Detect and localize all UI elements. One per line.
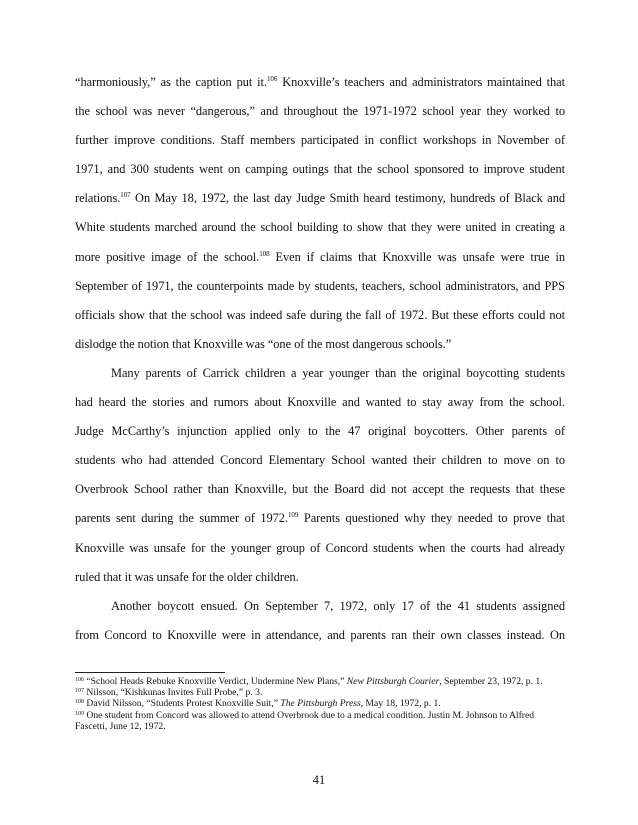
footnote-number: 107: [75, 688, 84, 695]
footnote-text: “School Heads Rebuke Knoxville Verdict, Undermine New Plans,”: [84, 676, 347, 687]
body-line: [75, 246, 565, 275]
footnote-text: One student from Concord was allowed to attend Overbrook due to a medical condition. Justin M. Johnson to Alfred Fascetti, June 12, 1972.: [75, 709, 535, 732]
body-line: [75, 391, 565, 420]
footnote-number: 108: [75, 699, 84, 706]
body-text-run: Judge McCarthy’s injunction applied only to the 47 original boycotters. Other parents of: [75, 424, 565, 439]
body-text-run: dislodge the notion that Knoxville was “one of the most dangerous schools.”: [75, 336, 452, 351]
body-text-run: Parents questioned why they needed to prove that: [298, 511, 566, 526]
body-text-run: On May 18, 1972, the last day Judge Smith heard testimony, hundreds of Black and: [130, 191, 565, 206]
body-text-run: Even if claims that Knoxville was unsafe were true in: [269, 249, 565, 264]
footnote-text: David Nilsson, “Students Protest Knoxville Suit,”: [84, 698, 281, 710]
footnote-publication-title: The Pittsburgh Press: [280, 698, 361, 710]
body-text-run: September of 1971, the counterpoints made by students, teachers, school administrators, and PPS: [75, 278, 565, 293]
body-text-run: had heard the stories and rumors about Knoxville and wanted to stay away from the school.: [75, 395, 565, 410]
body-line: [75, 362, 565, 391]
body-line: [75, 507, 565, 536]
body-text-run: Many parents of Carrick children a year younger than the original boycotting students: [111, 365, 565, 380]
body-text-run: parents sent during the summer of 1972.: [75, 511, 288, 526]
footnote: [75, 698, 565, 709]
body-line: [75, 478, 565, 507]
footnote-text: Nilsson, “Kishkunas Invites Full Probe,” p. 3.: [84, 687, 263, 699]
footnote-ref: 106: [266, 75, 278, 83]
footnote-separator: [75, 672, 225, 673]
body-line: [75, 537, 565, 566]
body-text-run: Overbrook School rather than Knoxville, but the Board did not accept the requests that these: [75, 482, 565, 497]
body-text-run: the school was never “dangerous,” and throughout the 1971-1972 school year they worked to: [75, 104, 565, 119]
footnote-text: , September 23, 1972, p. 1.: [439, 676, 543, 687]
body-text-run: more positive image of the school.: [75, 249, 260, 264]
body-line: [75, 304, 565, 333]
body-line: [75, 449, 565, 478]
footnotes: [75, 676, 565, 732]
body-text: [75, 71, 565, 653]
body-line: [75, 624, 565, 653]
footnote-publication-title: New Pittsburgh Courier: [346, 676, 440, 687]
body-text-run: 1971, and 300 students went on camping outings that the school sponsored to improve student: [75, 162, 565, 177]
body-text-run: White students marched around the school building to show that they were united in creating a: [75, 220, 565, 235]
footnote: [75, 710, 565, 732]
body-text-run: students who had attended Concord Elementary School wanted their children to move on to: [75, 453, 565, 468]
footnote-number: 109: [75, 710, 84, 717]
footnote-ref: 109: [287, 511, 299, 520]
footnote: [75, 687, 565, 698]
body-text-run: Knoxville was unsafe for the younger group of Concord students when the courts had already: [75, 540, 565, 555]
body-line: [75, 187, 565, 216]
body-line: [75, 275, 565, 304]
body-text-run: further improve conditions. Staff members participated in conflict workshops in November of: [75, 133, 565, 148]
body-text-run: from Concord to Knoxville were in attendance, and parents ran their own classes instead. On: [75, 627, 565, 642]
body-text-run: officials show that the school was indeed safe during the fall of 1972. But these efforts could not: [75, 307, 565, 322]
body-line: [75, 71, 565, 100]
body-line: [75, 158, 565, 187]
body-text-run: ruled that it was unsafe for the older children.: [75, 569, 299, 584]
footnote-ref: 107: [120, 191, 131, 200]
body-line: [75, 420, 565, 449]
body-line: [75, 595, 565, 624]
footnote-number: 106: [75, 677, 84, 683]
body-line: [75, 566, 565, 595]
body-line: [75, 216, 565, 245]
body-line: [75, 100, 565, 129]
body-text-run: “harmoniously,” as the caption put it.: [75, 75, 267, 89]
body-line: [75, 333, 565, 362]
body-line: [75, 129, 565, 158]
footnote-ref: 108: [259, 249, 270, 258]
body-text-run: Knoxville’s teachers and administrators maintained that: [277, 75, 565, 89]
footnote-text: , May 18, 1972, p. 1.: [360, 698, 441, 710]
body-text-run: Another boycott ensued. On September 7, 1972, only 17 of the 41 students assigned: [111, 598, 565, 613]
body-text-run: relations.: [75, 191, 121, 206]
page-number: 41: [312, 773, 326, 787]
footnote: [75, 676, 565, 687]
